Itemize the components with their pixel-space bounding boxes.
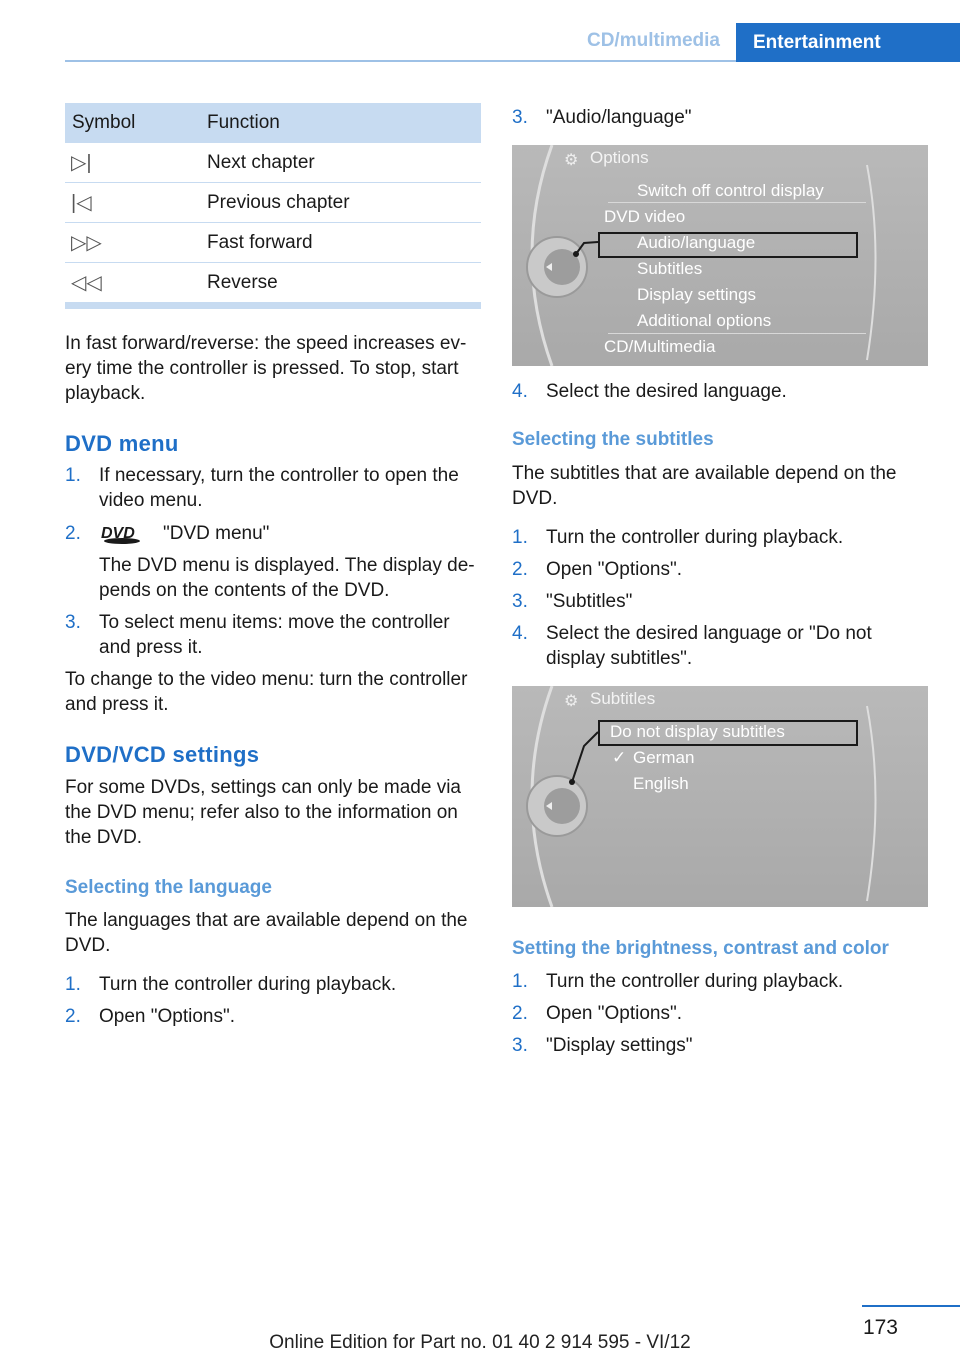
table-cell-function: Reverse [207,271,278,293]
list-item [512,557,928,585]
table-row [65,143,481,183]
step-text: Open "Options". [546,1003,683,1024]
list-item [65,610,481,670]
table-end-rule [65,303,481,309]
list-item [512,1001,928,1029]
step-number: 1. [65,974,81,995]
step-text: "Subtitles" [546,591,633,612]
step-text: Select the desired language or "Do not display subtitles". [546,623,872,669]
step-text: To select menu items: move the controller and press it. [99,612,450,658]
step-note: The DVD menu is displayed. The display depends on the contents of the DVD. [99,555,475,601]
symbol-table [65,103,481,309]
dvd-logo-text: DVD [101,524,135,542]
header-tab: Entertainment [736,23,960,62]
menu-divider [608,202,866,203]
check-icon: ✓ [612,748,627,767]
page-number-rule [862,1305,960,1307]
fast-forward-icon: ▷▷ [71,232,102,254]
menu-item: Audio/language [637,233,756,252]
table-row [65,183,481,223]
step-number: 2. [512,1003,528,1024]
step-number: 2. [512,559,528,580]
step-number: 3. [512,591,528,612]
step-text: Open "Options". [546,559,683,580]
step-text: Turn the controller during playback. [99,974,397,995]
table-cell-function: Previous chapter [207,191,350,213]
screen-title: Subtitles [590,689,656,708]
step-text: "DVD menu" [163,523,270,544]
step-text-row [99,521,481,546]
table-row [65,263,481,303]
step-number: 3. [512,107,528,128]
language-note: The languages that are available depend on the DVD. [65,910,468,956]
step-text: "Audio/language" [546,107,692,128]
reverse-icon: ◁◁ [71,272,102,294]
page-number: 173 [862,1316,898,1339]
fast-forward-note: In fast forward/reverse: the speed increases every time the controller is pressed. To stop, start playback. [65,333,467,404]
previous-chapter-icon: |◁ [71,192,92,214]
settings-note: For some DVDs, settings can only be made via the DVD menu; refer also to the information on the DVD. [65,777,462,848]
subtitles-note: The subtitles that are available depend on the DVD. [512,463,897,509]
step-number: 1. [512,527,528,548]
menu-item: Subtitles [637,259,703,278]
table-header-function: Function [207,112,280,133]
next-chapter-icon: ▷| [71,152,92,174]
step-text: If necessary, turn the controller to open the video menu. [99,465,459,511]
step-number: 4. [512,381,528,402]
step-text: Open "Options". [99,1006,236,1027]
subtitles-heading: Selecting the subtitles [512,429,714,450]
list-item [512,105,928,133]
list-item [512,589,928,617]
step-text: Select the desired language. [546,381,787,402]
menu-item: Do not display subtitles [610,722,785,741]
step-text: Turn the controller during playback. [546,971,844,992]
dvd-vcd-settings-heading: DVD/VCD settings [65,742,260,767]
brightness-heading: Setting the brightness, contrast and color [512,938,889,959]
step-number: 3. [512,1035,528,1056]
menu-item: Switch off control display [637,181,824,200]
step-number: 2. [65,523,81,544]
list-item [65,463,481,523]
step-number: 3. [65,612,81,633]
table-cell-function: Fast forward [207,231,313,253]
menu-item: Display settings [637,285,757,304]
menu-item: Additional options [637,311,772,330]
dvd-logo-icon [99,523,145,545]
step-number: 1. [65,465,81,486]
table-row [65,223,481,263]
subtitles-icon: ⚙ [564,693,579,710]
list-item [65,521,481,611]
menu-item: German [633,748,695,767]
step-text: Turn the controller during playback. [546,527,844,548]
video-menu-note: To change to the video menu: turn the controller and press it. [65,669,468,715]
list-item [512,621,928,677]
menu-item: DVD video [604,207,686,226]
menu-divider [608,333,866,334]
step-text: "Display settings" [546,1035,693,1056]
header-section: CD/multimedia [586,30,720,51]
options-menu-screenshot [512,145,928,366]
menu-item: English [633,774,689,793]
list-item [65,972,481,1000]
list-item [65,1004,481,1032]
step-number: 1. [512,971,528,992]
screen-title: Options [590,148,649,167]
list-item [512,1033,928,1061]
list-item [512,969,928,997]
step-number: 2. [65,1006,81,1027]
footer-text: Online Edition for Part no. 01 40 2 914 595 - VI/12 [269,1332,691,1353]
dvd-menu-heading: DVD menu [65,431,179,456]
list-item [512,379,928,407]
step-number: 4. [512,623,528,644]
menu-item: CD/Multimedia [604,337,716,356]
table-header-symbol: Symbol [72,112,136,133]
list-item [512,525,928,553]
table-cell-function: Next chapter [207,151,315,173]
options-icon: ⚙ [564,152,579,169]
subtitles-menu-screenshot [512,686,928,907]
table-header [65,103,481,143]
language-heading: Selecting the language [65,877,272,898]
